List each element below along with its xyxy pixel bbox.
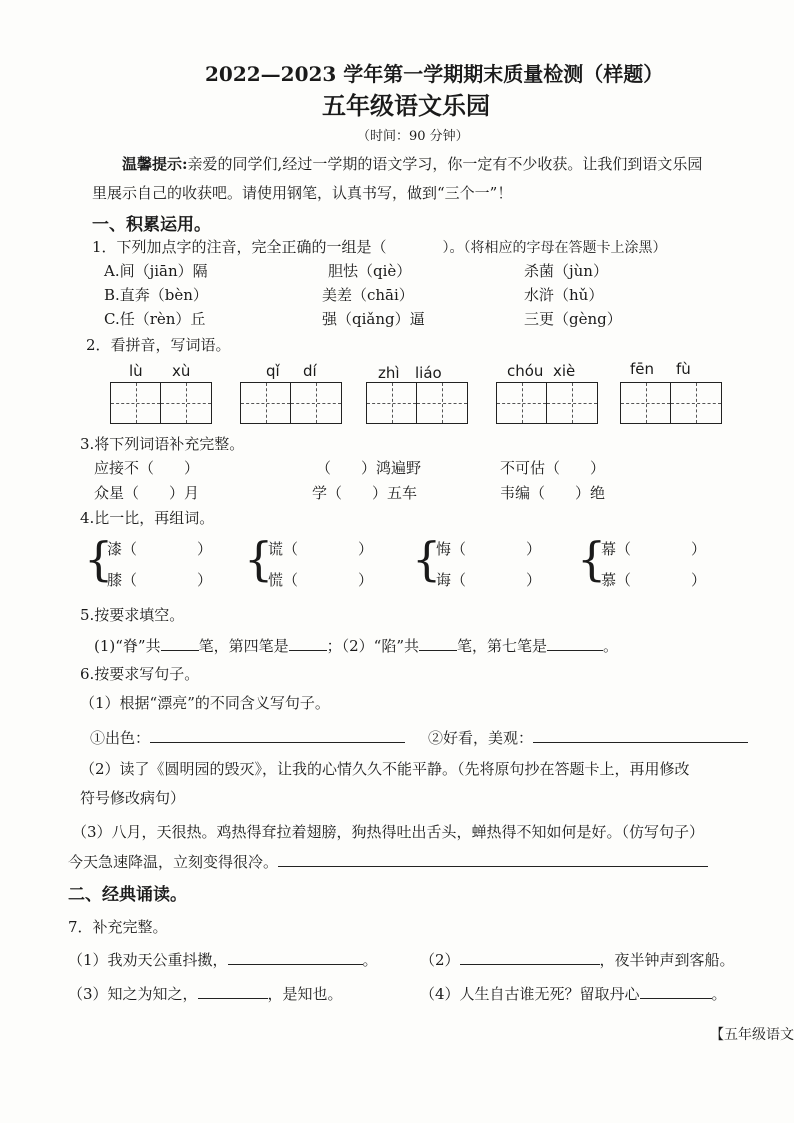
q2-stem: 2．看拼音，写词语。: [86, 336, 231, 354]
q1-option-c3: 三更（gèng）: [524, 310, 622, 328]
q4-word-3a[interactable]: 悔（ ）: [436, 540, 542, 558]
q4-stem: 4.比一比，再组词。: [80, 509, 215, 527]
q4-word-2b[interactable]: 慌（ ）: [268, 571, 374, 589]
q2-pinyin-4a: chóu: [507, 362, 544, 380]
q3-item-3[interactable]: 不可估（ ）: [500, 459, 606, 477]
q7-item-4: [420, 982, 727, 1004]
q5-blank-2[interactable]: [289, 634, 327, 651]
q5-part-2: 笔，第四笔是: [198, 637, 289, 655]
q5-part-5: 。: [603, 637, 619, 655]
tip-label: 温馨提示:: [122, 155, 188, 173]
q6-opt2-blank[interactable]: [533, 726, 748, 743]
q5-stem: 5.按要求填空。: [80, 606, 185, 624]
tip-text-1: 亲爱的同学们,经过一学期的语文学习，你一定有不少收获。让我们到语文乐园: [187, 155, 703, 173]
q1-option-b2: 美差（chāi）: [322, 286, 414, 304]
q7-item-2-blank[interactable]: [460, 948, 600, 965]
q6-sub3-prompt: 今天急速降温，立刻变得很冷。: [68, 853, 279, 871]
q6-sub1: （1）根据“漂亮”的不同含义写句子。: [80, 694, 330, 712]
q3-item-1[interactable]: 应接不（ ）: [94, 459, 200, 477]
q3-item-4[interactable]: 众星（ ）月: [94, 484, 200, 502]
footer-label: 【五年级语文: [710, 1027, 794, 1043]
q7-item-1-blank[interactable]: [228, 948, 363, 965]
q7-item-2: [420, 948, 735, 970]
q2-grid-2[interactable]: [240, 382, 342, 424]
exam-title: 2022—2023 学年第一学期期末质量检测（样题）: [205, 62, 664, 86]
q6-sub2-line2: 符号修改病句）: [80, 789, 186, 807]
q6-sub3-line2: [68, 850, 708, 872]
tip-line-2: 里展示自己的收获吧。请使用钢笔，认真书写，做到“三个一”！: [92, 184, 513, 202]
q2-grid-3[interactable]: [366, 382, 468, 424]
q2-pinyin-1a: lù: [129, 362, 143, 380]
q2-pinyin-2a: qǐ: [266, 362, 280, 380]
q7-item-3-end: ，是知也。: [267, 985, 343, 1003]
q2-pinyin-3b: liáo: [415, 364, 442, 382]
q7-item-2-end: ，夜半钟声到客船。: [599, 951, 735, 969]
q7-item-2-text: （2）: [420, 951, 460, 969]
q1-option-a3: 杀菌（jùn）: [524, 262, 608, 280]
q2-pinyin-3a: zhì: [378, 364, 400, 382]
q2-pinyin-4b: xiè: [553, 362, 576, 380]
q4-brace-4: {: [577, 532, 607, 586]
q6-sub3-blank[interactable]: [278, 850, 708, 867]
q2-grid-1[interactable]: [110, 382, 212, 424]
q6-sub3-line1: （3）八月，天很热。鸡热得耷拉着翅膀，狗热得吐出舌头，蝉热得不知如何是好。（仿写句子）: [72, 823, 705, 841]
q1-option-a2: 胆怯（qiè）: [328, 262, 412, 280]
tip-line-1: [122, 153, 702, 174]
q3-item-6[interactable]: 韦编（ ）绝: [500, 484, 606, 502]
q6-stem: 6.按要求写句子。: [80, 665, 200, 683]
q5-part-1: (1)“脊”共: [94, 637, 161, 655]
q6-opt2: [428, 726, 748, 748]
q2-pinyin-5b: fù: [676, 360, 691, 378]
q4-word-3b[interactable]: 诲（ ）: [436, 571, 542, 589]
q2-pinyin-5a: fēn: [630, 360, 655, 378]
q1-option-c2: 强（qiǎng）逼: [322, 310, 425, 328]
q4-brace-3: {: [412, 532, 442, 586]
q7-item-1: [68, 948, 378, 970]
q3-item-5[interactable]: 学（ ）五车: [312, 484, 418, 502]
q7-item-1-end: 。: [362, 951, 378, 969]
q7-item-3-text: （3）知之为知之，: [68, 985, 198, 1003]
q5-line: [94, 634, 618, 656]
q7-item-1-text: （1）我劝天公重抖擞，: [68, 951, 228, 969]
q6-opt1-label: ①出色：: [90, 729, 151, 747]
q6-opt2-label: ②好看，美观：: [428, 729, 534, 747]
q3-stem: 3.将下列词语补充完整。: [80, 435, 245, 453]
q7-item-3-blank[interactable]: [198, 982, 268, 999]
q5-part-4: 笔，第七笔是: [457, 637, 548, 655]
q5-part-3: ；（2）“陷”共: [326, 637, 419, 655]
q1-option-c1: C.任（rèn）丘: [104, 310, 206, 328]
q6-opt1-blank[interactable]: [150, 726, 405, 743]
q1-option-b1: B.直奔（bèn）: [104, 286, 208, 304]
section-2-heading: 二、经典诵读。: [68, 885, 187, 905]
q5-blank-1[interactable]: [161, 634, 199, 651]
q2-grid-4[interactable]: [496, 382, 598, 424]
q7-item-4-text: （4）人生自古谁无死？留取丹心: [420, 985, 640, 1003]
q7-stem: 7．补充完整。: [68, 918, 168, 936]
q4-word-1b[interactable]: 膝（ ）: [107, 571, 213, 589]
q4-word-2a[interactable]: 谎（ ）: [268, 540, 374, 558]
q1-stem-end: ）。（将相应的字母在答题卡上涂黑）: [442, 240, 667, 256]
q1-stem-text: 1．下列加点字的注音，完全正确的一组是（: [92, 238, 387, 256]
q7-item-3: [68, 982, 343, 1004]
q7-item-4-blank[interactable]: [640, 982, 712, 999]
q6-sub2-line1: （2）读了《圆明园的毁灭》，让我的心情久久不能平静。（先将原句抄在答题卡上，再用修改: [80, 760, 690, 778]
q3-item-2[interactable]: （ ）鸿遍野: [316, 459, 422, 477]
q5-blank-3[interactable]: [419, 634, 457, 651]
q1-option-b3: 水浒（hǔ）: [524, 286, 604, 304]
q2-grid-5[interactable]: [620, 382, 722, 424]
exam-time: （时间：90 分钟）: [357, 129, 469, 144]
q4-brace-2: {: [244, 532, 274, 586]
q7-item-4-end: 。: [711, 985, 727, 1003]
q2-pinyin-2b: dí: [303, 362, 317, 380]
q2-pinyin-1b: xù: [172, 362, 191, 380]
q1-stem: [92, 236, 667, 257]
q4-word-4b[interactable]: 慕（ ）: [601, 571, 707, 589]
q6-opt1: [90, 726, 405, 748]
q4-word-1a[interactable]: 漆（ ）: [107, 540, 213, 558]
section-1-heading: 一、积累运用。: [92, 215, 211, 235]
q5-blank-4[interactable]: [547, 634, 603, 651]
q1-option-a1: A.间（jiān）隔: [104, 262, 208, 280]
q4-word-4a[interactable]: 幕（ ）: [601, 540, 707, 558]
exam-subtitle: 五年级语文乐园: [322, 91, 490, 120]
q4-brace-1: {: [84, 532, 114, 586]
